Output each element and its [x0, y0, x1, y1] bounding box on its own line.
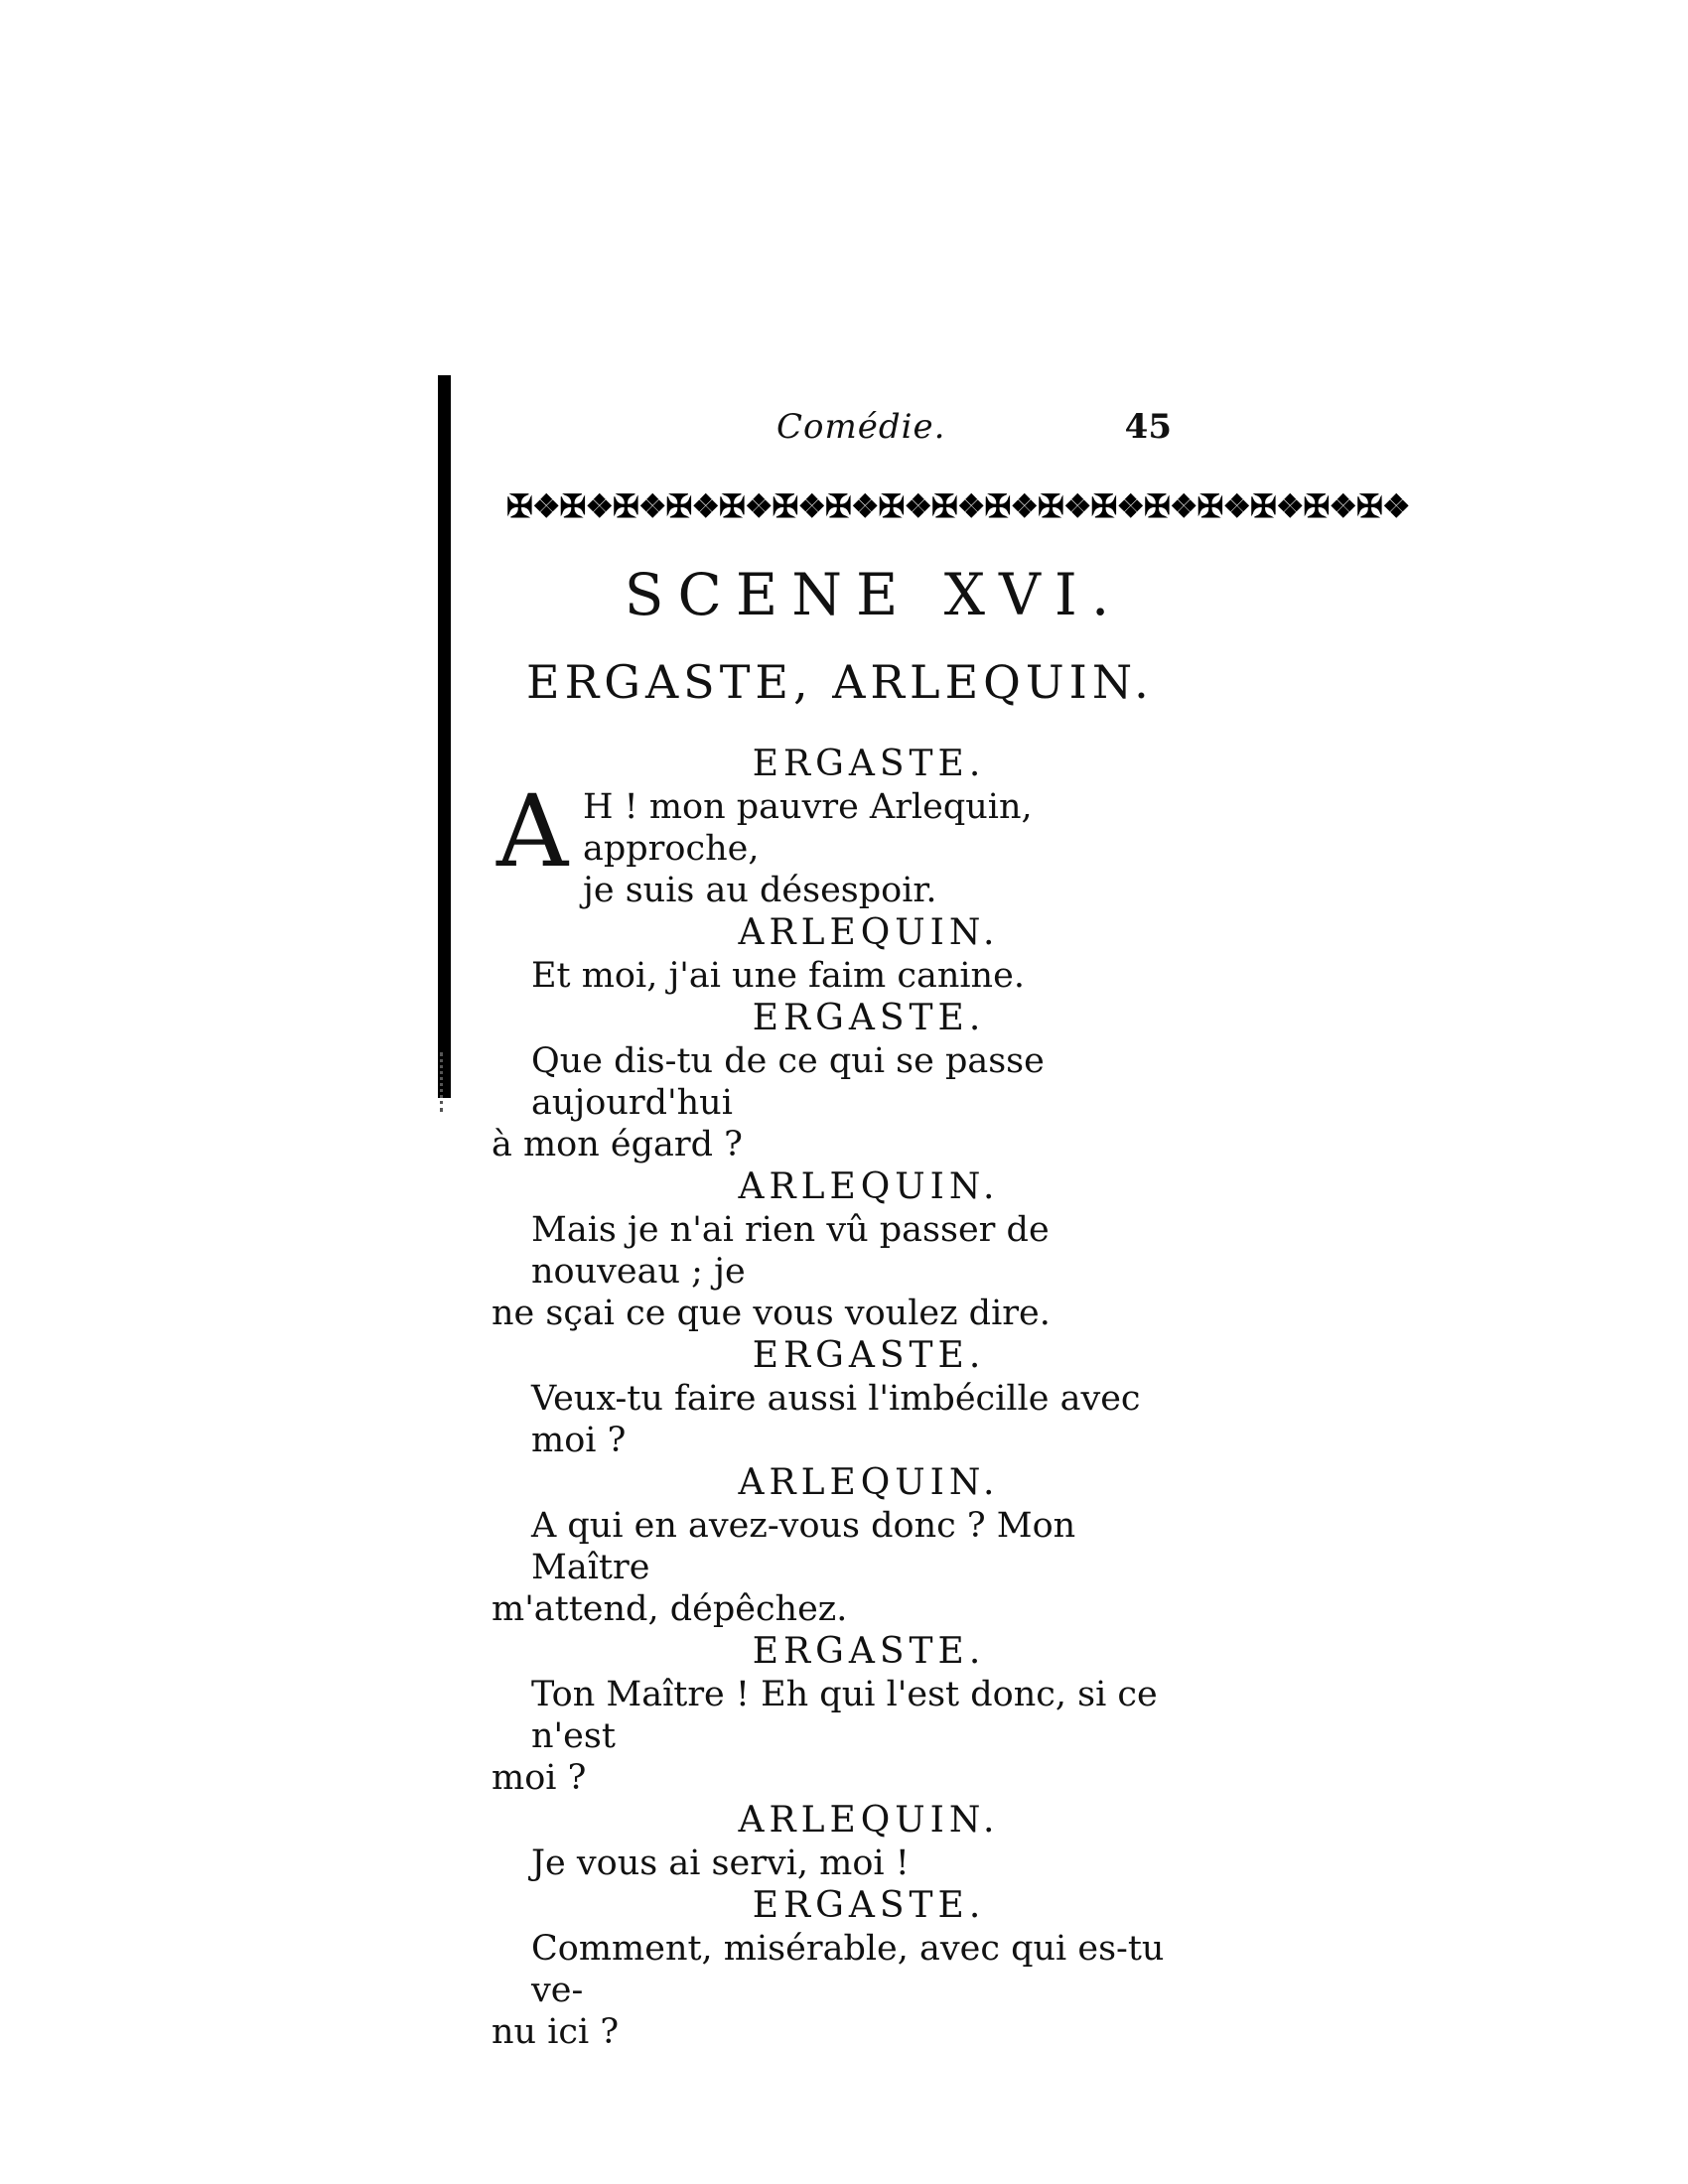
speech — [492, 1378, 1187, 1461]
dialogue-exchange — [492, 1799, 1187, 1884]
speech-line: à mon égard ? — [492, 1125, 743, 1164]
speaker-name: ERGASTE. — [752, 1885, 986, 1926]
dialogue-exchange — [492, 1461, 1187, 1630]
speech-line: ne sçai ce que vous voulez dire. — [492, 1294, 1051, 1333]
running-title: Comédie. — [776, 407, 946, 447]
speech-line: m'attend, dépêchez. — [492, 1589, 848, 1629]
page-gutter-marks — [440, 1052, 447, 1112]
dialogue-exchange — [492, 1165, 1187, 1334]
dialogue-exchange — [492, 1884, 1187, 2053]
drop-cap: A — [496, 773, 569, 889]
page-number: 45 — [1124, 407, 1172, 447]
speech-line: Veux-tu faire aussi l'imbécille avec moi ? — [531, 1379, 1141, 1460]
page-gutter-shadow — [438, 375, 451, 1098]
speaker-name: ARLEQUIN. — [738, 1166, 1000, 1207]
scene-characters: ERGASTE, ARLEQUIN. — [526, 655, 1154, 709]
scene-title: SCENE XVI. — [624, 561, 1124, 628]
speech-line: moi ? — [492, 1758, 587, 1798]
speech — [492, 773, 1187, 911]
dialogue-exchange — [492, 743, 1187, 911]
speaker-name: ARLEQUIN. — [738, 912, 1000, 953]
speech-line: A qui en avez-vous donc ? Mon Maître — [531, 1506, 1076, 1587]
speech — [492, 955, 1187, 997]
speech — [492, 1209, 1187, 1334]
speech — [492, 1040, 1187, 1165]
speaker-name: ERGASTE. — [752, 998, 986, 1038]
speech-line: je suis au désespoir. — [583, 871, 937, 910]
speech-line: Et moi, j'ai une faim canine. — [531, 956, 1025, 996]
speech-line: Comment, misérable, avec qui es-tu ve- — [531, 1929, 1165, 2010]
speaker-name: ERGASTE. — [752, 744, 986, 784]
running-header — [496, 407, 1172, 467]
speech — [492, 1928, 1187, 2053]
speech-line: nu ici ? — [492, 2012, 620, 2052]
speech-line: Mais je n'ai rien vû passer de nouveau ; je — [531, 1210, 1050, 1292]
speech-line: Ton Maître ! Eh qui l'est donc, si ce n'est — [531, 1675, 1158, 1756]
speech-line: Je vous ai servi, moi ! — [531, 1843, 910, 1883]
dialogue-exchange — [492, 911, 1187, 997]
speech-line: Que dis-tu de ce qui se passe aujourd'hui — [531, 1041, 1045, 1123]
ornament-band: ✠❖✠❖✠❖✠❖✠❖✠❖✠❖✠❖✠❖✠❖✠❖✠❖✠❖✠❖✠❖✠❖✠❖ — [506, 487, 1410, 525]
speaker-name: ERGASTE. — [752, 1631, 986, 1672]
speaker-name: ARLEQUIN. — [738, 1800, 1000, 1841]
dialogue-exchange — [492, 1630, 1187, 1799]
dialogue-exchange — [492, 997, 1187, 1165]
speaker-name: ARLEQUIN. — [738, 1462, 1000, 1503]
speech-line: H ! mon pauvre Arlequin, approche, — [583, 787, 1033, 869]
dialogue — [492, 743, 1187, 2053]
speech — [492, 1505, 1187, 1630]
speaker-name: ERGASTE. — [752, 1335, 986, 1376]
dialogue-exchange — [492, 1334, 1187, 1461]
speech — [492, 1843, 1187, 1884]
speech — [492, 1674, 1187, 1799]
